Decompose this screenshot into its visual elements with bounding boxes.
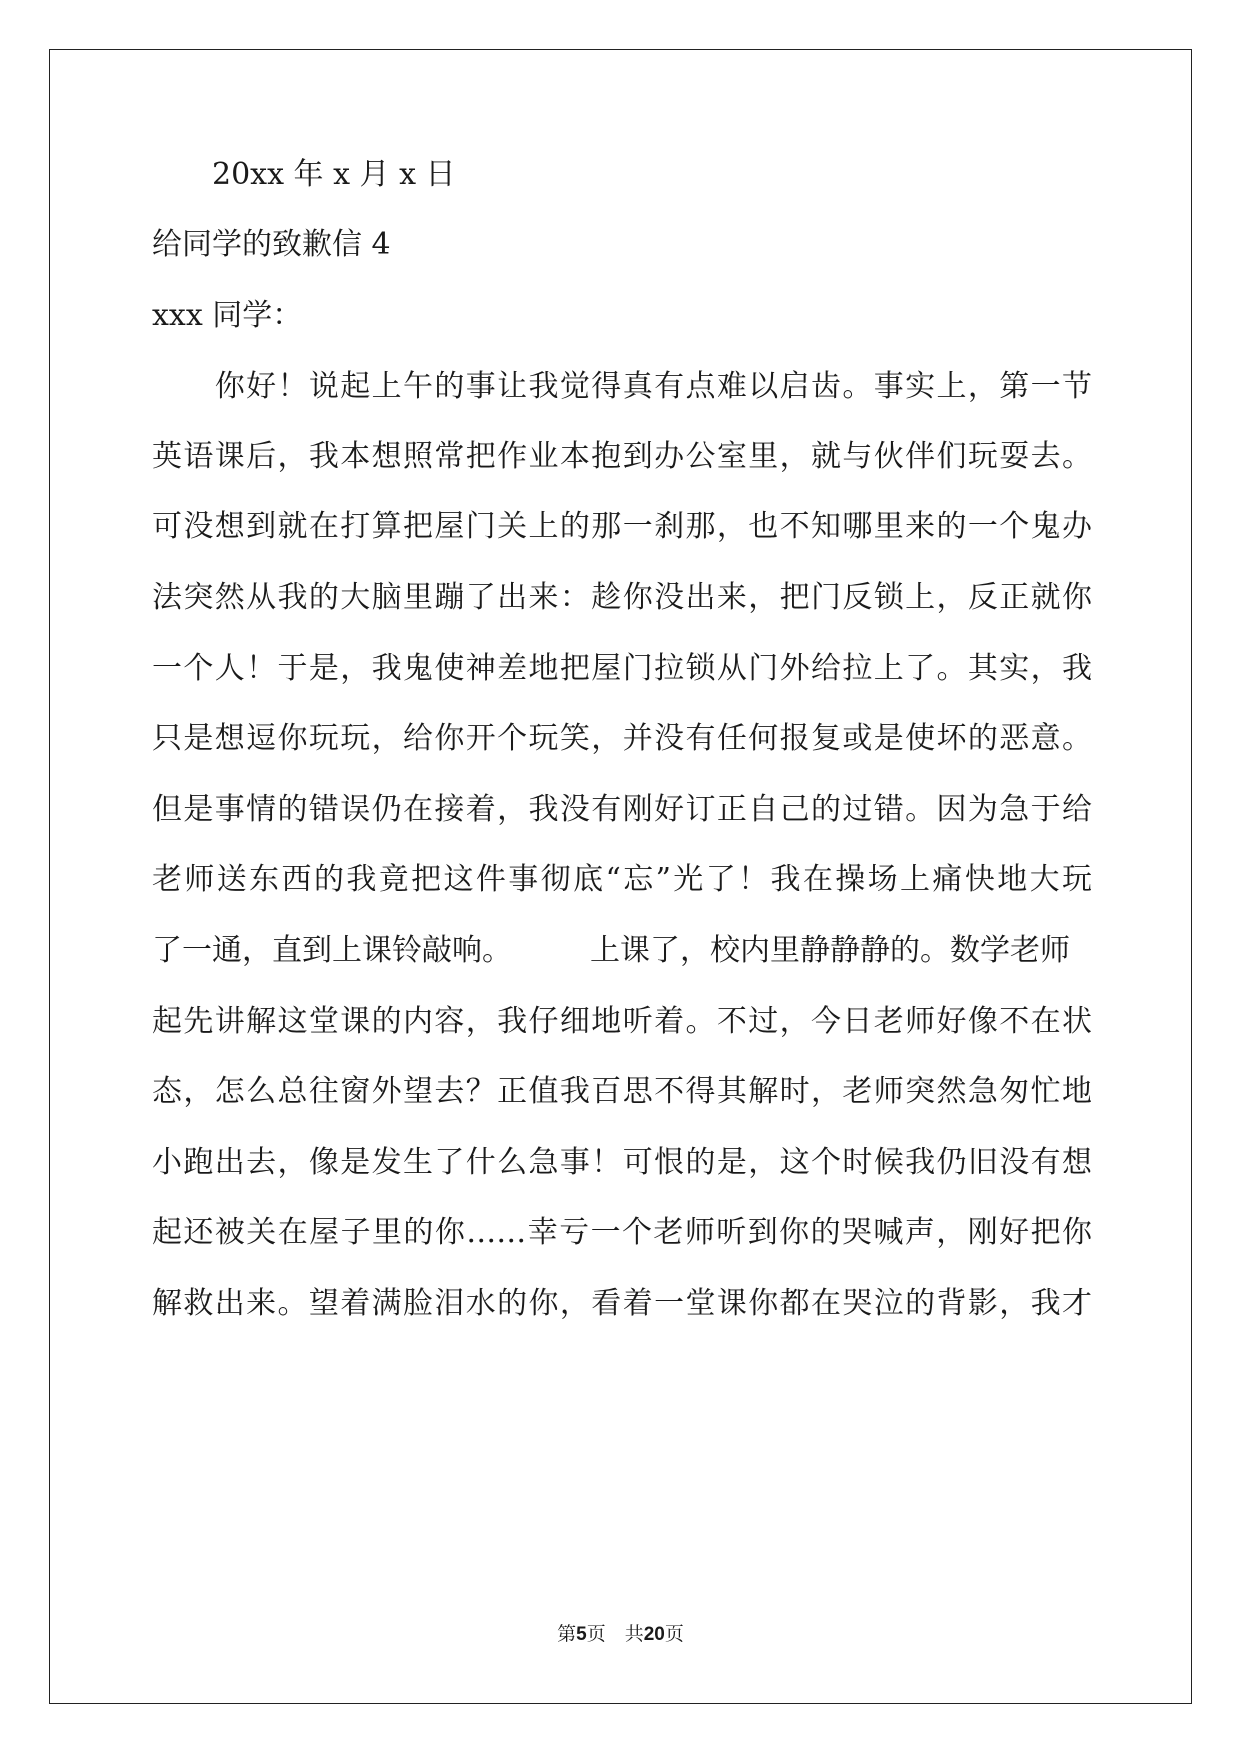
page-footer (0, 1622, 1241, 1647)
date-line: 20xx 年 x 月 x 日 (212, 157, 456, 192)
body-line: 可没想到就在打算把屋门关上的那一刹那，也不知哪里来的一个鬼办 (152, 509, 1092, 544)
body-line: 起还被关在屋子里的你……幸亏一个老师听到你的哭喊声，刚好把你 (152, 1215, 1092, 1250)
body-line: 英语课后，我本想照常把作业本抱到办公室里，就与伙伴们玩耍去。 (152, 439, 1092, 474)
body-line: 一个人！于是，我鬼使神差地把屋门拉锁从门外给拉上了。其实，我 (152, 651, 1092, 686)
body-line: 老师送东西的我竟把这件事彻底“忘”光了！我在操场上痛快地大玩 (152, 862, 1092, 897)
body-line: 只是想逗你玩玩，给你开个玩笑，并没有任何报复或是使坏的恶意。 (152, 721, 1092, 756)
body-line: 但是事情的错误仍在接着，我没有刚好订正自己的过错。因为急于给 (152, 792, 1092, 827)
letter-title: 给同学的致歉信 4 (152, 227, 391, 262)
body-line: 起先讲解这堂课的内容，我仔细地听着。不过，今日老师好像不在状 (152, 1004, 1092, 1039)
body-line: 小跑出去，像是发生了什么急事！可恨的是，这个时候我仍旧没有想 (152, 1145, 1092, 1180)
body-line: 态，怎么总往窗外望去？正值我百思不得其解时，老师突然急匆忙地 (152, 1074, 1092, 1109)
body-segment-after: 上课了，校内里静静静的。数学老师 (590, 933, 1070, 968)
body-line: 你好！说起上午的事让我觉得真有点难以启齿。事实上，第一节 (152, 369, 1092, 404)
body-line: 解救出来。望着满脸泪水的你，看着一堂课你都在哭泣的背影，我才 (152, 1286, 1092, 1321)
salutation: xxx 同学： (152, 298, 303, 333)
page-suffix: 页 (664, 1623, 684, 1645)
page-mid: 页 共 (586, 1623, 644, 1645)
page-prefix: 第 (557, 1623, 577, 1645)
page-current: 5 (576, 1624, 587, 1645)
body-segment-before: 了一通，直到上课铃敲响。 (152, 933, 512, 968)
body-line: 法突然从我的大脑里蹦了出来：趁你没出来，把门反锁上，反正就你 (152, 580, 1092, 615)
body-line-split (152, 931, 1092, 971)
page-total: 20 (643, 1624, 665, 1645)
